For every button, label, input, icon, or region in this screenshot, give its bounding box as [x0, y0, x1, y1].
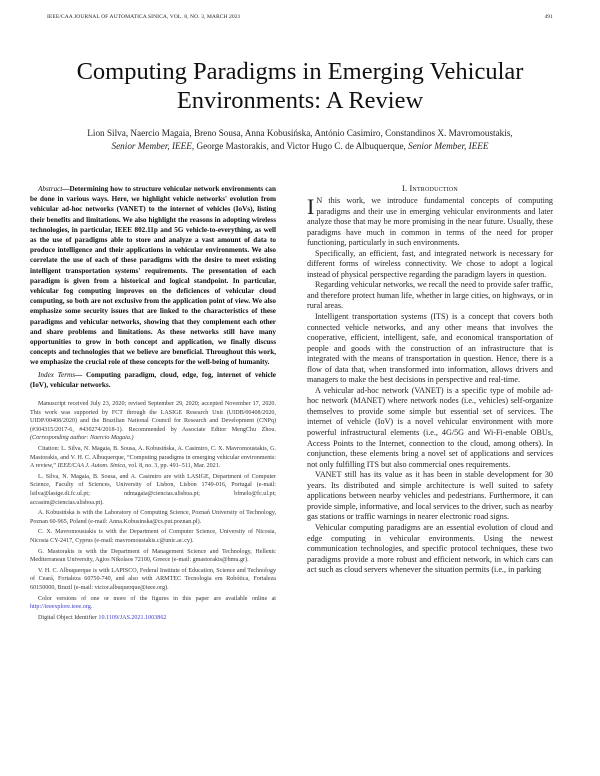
footnote-affiliation: A. Kobusińska is with the Laboratory of Computing Science, Poznań University of Technology, Poznan 60-965, Poland (e-mail: Anna.Kobusinska@cs.put.poznan.pl).: [30, 510, 276, 525]
paragraph: I N this work, we introduce fundamental concepts of computing paradigms and their use in emerging vehicular environments and later analyze those that may be more promising in the near future. Usually, these paradigms have much in common in terms of the need for proper functioning, particularly in such environments.: [307, 194, 553, 248]
footnote-affiliation: C. X. Mavromoustakis is with the Department of Computer Science, University of Nicosia, Nicosia CY-2417, Cyprus (e-mail: mavromoustakis.c@unic.ac.cy).: [30, 529, 276, 544]
footnote-affiliation: G. Mastorakis is with the Department of Management Science and Technology, Hellenic Mediterranean University, Agios Nikolaos 72100, Greece (e-mail: gmastorakis@hmu.gr).: [30, 548, 276, 564]
membership-label: Senior Member, IEEE: [408, 141, 489, 151]
abstract-label: Abstract: [38, 185, 63, 193]
paragraph: Specifically, an efficient, fast, and integrated network is necessary for different forms of wireless connectivity. We chose to adopt a logical instead of physical perspective regarding the paradigm layers in question.: [307, 248, 553, 279]
section-title: Introduction: [409, 184, 458, 193]
author-line-2: Senior Member, IEEE, George Mastorakis, and Victor Hugo C. de Albuquerque, Senior Member, IEEE: [111, 141, 489, 151]
paragraph: Vehicular computing paradigms are an essential evolution of cloud and edge computing in vehicular environments. Using the newest communication technologies, and specific protocol techniques, these two paradigms provide a more robust and efficient network, in which cars can act such as cloud servers whenever the situation permits (i.e., in parking: [307, 522, 553, 575]
section-heading: [307, 184, 553, 193]
drop-cap: I: [307, 194, 315, 219]
paragraph: Regarding vehicular networks, we recall the need to provide safer traffic, and therefore protect human life, whether in large cities, on highways, or in rural areas.: [307, 280, 553, 311]
paragraph: Intelligent transportation systems (ITS) is a concept that covers both connected vehicle networks, and any other means that involves the cooperative, efficient, intelligent, safe, and economical transportation of people and goods with the construction of an infrastructure that is integrated with the means of transportation in question. Hence, there is a flow of data that, when transformed into information, allows drivers and managers to make the best decisions in perspective and real-time.: [307, 312, 553, 385]
index-terms-label: Index Terms: [38, 370, 76, 379]
abstract-text: —Determining how to structure vehicular network environments can be done in various ways. Here, we highlight vehicle networks' evolution from vehicular ad-hoc networks (VANET) to the internet of vehicles (IoVs), listing their benefits and limitations. We also highlight the reasons in adopting wireless technologies, in particular, IEEE 802.11p and 5G vehicle-to-everything, as well as the use of paradigms able to store and analyze a vast amount of data to produce intelligence and their applications in vehicular environments. We also correlate the use of each of these paradigms with the desire to meet existing intelligent transportation systems' requirements. The presentation of each paradigm is given from a historical and logical standpoint. In particular, vehicular fog computing improves on the deficiences of vehicular cloud computing, so both are not exclusive from the application point of view. We also emphasize some security issues that are linked to the characteristics of these paradigms and vehicular networks, showing that they complement each other and share problems and limitations. As these networks still have many opportunities to grow in both concept and application, we finally discuss concepts and technologies that we believe are beneficial. Throughout this work, we emphasize the crucial role of these concepts for the well-being of humanity.: [30, 185, 276, 367]
footnote-affiliation: V. H. C. Albuquerque is with LAPISCO, Federal Institute of Education, Science and Technology of Ceará, Fortaleza 60750-740, and also with ARMTEC Tecnologia em Robótica, Fortaleza 60150000, Brazil (e-mail: victor.albuquerque@ieee.org).: [30, 567, 276, 591]
index-terms: [30, 370, 276, 390]
page-number: 491: [544, 14, 553, 20]
paper-title: Computing Paradigms in Emerging Vehicular Environments: A Review: [76, 58, 524, 114]
footnote-manuscript: Manuscript received July 23, 2020; revised September 29, 2020; accepted November 17, 2020. This work was supported by FCT through the LASIGE Research Unit (UIDB/00408/2020, UIDP/00408/2020) and the Brazilian National Council for Research and Development (CNPq) (#304315/2017-6, #430274/2018-1). Recommended by Associate Editor MengChu Zhou. (Corresponding author: Naercio Magaia.): [30, 401, 276, 442]
running-header: [47, 14, 553, 20]
author-line-1: Lion Silva, Naercio Magaia, Breno Sousa, Anna Kobusińska, António Casimiro, Constandinos X. Mavromoustakis,: [87, 128, 513, 138]
body-text: [307, 196, 553, 576]
footnotes: [30, 400, 276, 622]
right-column: [307, 184, 553, 576]
abstract: [30, 184, 276, 368]
footnote-color-versions: Color versions of one or more of the figures in this paper are available online at http://ieeexplore.ieee.org.: [30, 595, 276, 611]
footnote-affiliation: L. Silva, N. Magaia, B. Sousa, and A. Casimiro are with LASIGE, Department of Computer Science, Faculty of Sciences, University of Lisbon, Lisbon 1749-016, Portugal (e-mail: lsilva@lasige.di.fc.ul.pt; ndmagaia@ciencias.ulisboa.pt; bfmelo@fc.ul.pt; accasim@ciencias.ulisboa.pt).: [30, 473, 276, 506]
left-column: [30, 184, 276, 624]
index-terms-text: — Computing paradigm, cloud, edge, fog, internet of vehicle (IoV), vehicular networks.: [30, 370, 276, 389]
footnote-doi: Digital Object Identifier 10.1109/JAS.2021.1003862: [38, 614, 167, 621]
footnote-citation: Citation: L. Silva, N. Magaia, B. Sousa, A. Kobusińska, A. Casimiro, C. X. Mavromoustakis, G. Mastorakis, and V. H. C. Albuquerque, “Computing paradigms in emerging vehicular environments: A review,” IEEE/CAA J. Autom. Sinica, vol. 8, no. 3, pp. 491–511, Mar. 2021.: [30, 446, 276, 470]
section-number: I.: [402, 184, 408, 193]
paragraph: A vehicular ad-hoc network (VANET) is a specific type of mobile ad-hoc network (MANET) where network nodes (i.e., vehicles) self-organize themselves to provide some simple but essential set of services. The internet of vehicle (IoV) is a novel vehicular environment with more powerful infrastructural elements (i.e., 4G/5G and Wi-Fi-enable OBUs, Access Points to the Internet, connection to the cloud, among others). In conjunction, these elements bring a novel set of applications and services not only fulfilling ITS but also commercial ones requirements.: [307, 385, 553, 469]
paragraph: VANET still has its value as it has been in stable development for 30 years. Its distributed and simple architecture is well suited to safety applications between nearby vehicles and pedestrians. Furthermore, it can provide simple, informative, and local services to the driver, such as nearby gas stations or traffic warnings in nearer electronic road signs.: [307, 470, 553, 522]
doi-link[interactable]: 10.1109/JAS.2021.1003862: [98, 614, 167, 621]
author-list: [30, 127, 570, 153]
membership-label: Senior Member, IEEE: [111, 141, 192, 151]
ieeexplore-link[interactable]: http://ieeexplore.ieee.org.: [30, 604, 93, 611]
journal-name: IEEE/CAA JOURNAL OF AUTOMATICA SINICA, VOL. 8, NO. 3, MARCH 2021: [47, 14, 241, 20]
